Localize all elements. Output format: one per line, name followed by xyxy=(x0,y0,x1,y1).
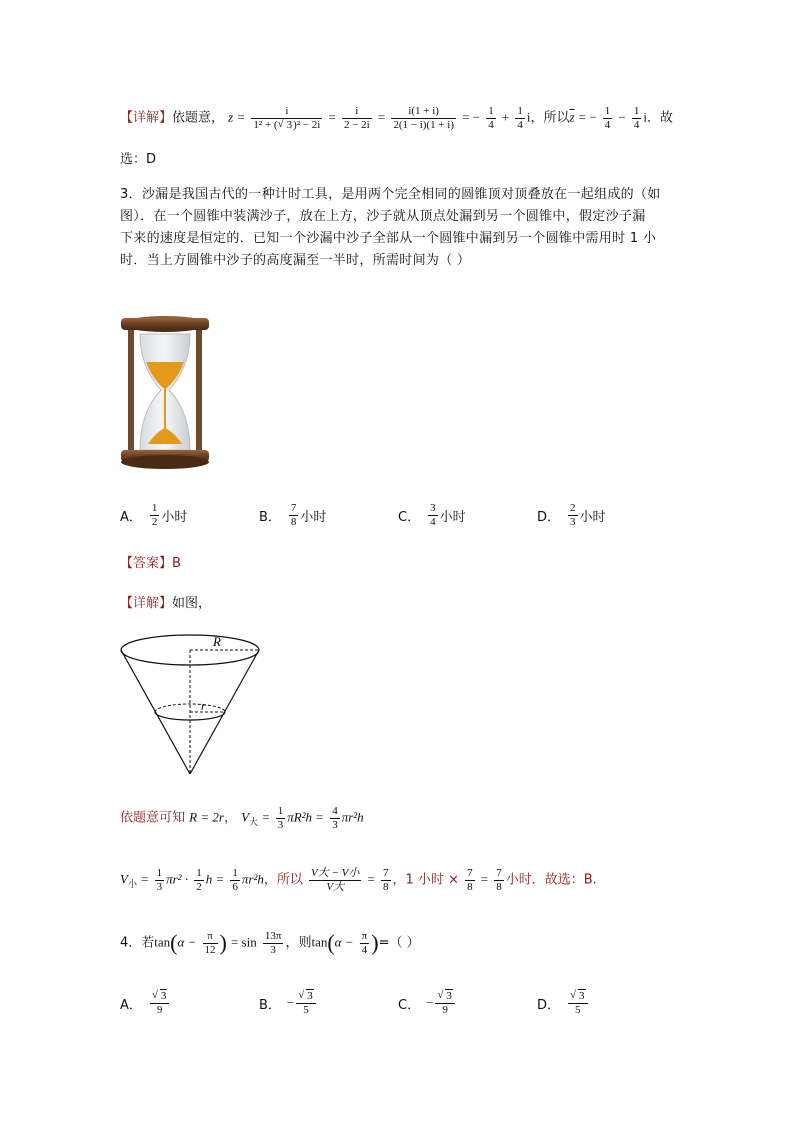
frac-4: $\frac{1}{4}$ xyxy=(488,105,494,131)
q3-option-c[interactable]: C． $\frac{3}{4}$ 小时 xyxy=(398,502,466,528)
q4-option-c[interactable]: C． − √ $\frac{3}{9}$ xyxy=(398,990,457,1016)
q4-option-b[interactable]: B． − √ $\frac{3}{5}$ xyxy=(259,990,318,1016)
detail-text: 依题意， xyxy=(172,110,225,126)
q2-detail-line: 【详解】依题意， z = $\frac{i}{\text{1² + ( √ 3)² − 2i}}$ = $\frac{i}{2 - 2i}$ = $\frac{i(1 + i)}{2(1 - i)(1 + i)}$ = − $\frac{1}{4}$ + $\frac{1}{4}$ i，所以$\overline{z}$ = − $\frac{1}{4}$ − $\frac{1}{4}$ i．故 xyxy=(120,105,673,131)
label-r: r xyxy=(201,699,206,713)
detail-text: 如图， xyxy=(172,596,212,611)
q3-answer xyxy=(120,554,181,574)
frac-2: $\frac{i}{2 - 2i}$ xyxy=(343,105,370,131)
q3-stem-line2: 图）．在一个圆锥中装满沙子，放在上方，沙子就从顶点处漏到另一个圆锥中，假定沙子漏 xyxy=(120,209,646,224)
solution-line-2: $V_小$ = $\frac{1}{3}$ πr² · $\frac{1}{2}$ h = $\frac{1}{6}$ πr²h，所以 $\frac{\text{V大 − V小}}{\text{V大}}$ = $\frac{7}{8}$ ，1 小时 × $\frac{7}{8}$ = $\frac{7}{8}$ 小时．故选：B. xyxy=(120,867,597,893)
q3-detail xyxy=(120,594,211,614)
q3-stem-line4: 时．当上方圆锥中沙子的高度漏至一半时，所需时间为（ ） xyxy=(120,253,471,268)
q2-answer-line: 选：D xyxy=(120,152,157,167)
hourglass-image xyxy=(118,312,212,472)
answer-value: B xyxy=(172,556,181,571)
solution-line-1: 依题意可知 R = 2r， $V_大$ = $\frac{1}{3}$ πR²h = $\frac{4}{3}$ πr²h xyxy=(120,805,364,831)
q3-stem xyxy=(120,184,680,272)
label-R: R xyxy=(213,634,221,649)
cone-diagram xyxy=(115,632,265,778)
frac-1: $\frac{i}{\text{1² + ( √ 3)² − 2i}}$ xyxy=(251,105,322,131)
q3-option-b[interactable]: B． $\frac{7}{8}$ 小时 xyxy=(259,502,327,528)
q3-option-d[interactable]: D． $\frac{2}{3}$ 小时 xyxy=(537,502,606,528)
detail-label: 【详解】 xyxy=(120,110,173,126)
eq-z: z = xyxy=(228,109,246,125)
frac-6: $\frac{1}{4}$ xyxy=(604,105,611,131)
q3-stem-line1: 3．沙漏是我国古代的一种计时工具，是用两个完全相同的圆锥顶对顶叠放在一起组成的（如 xyxy=(120,187,661,202)
frac-7: $\frac{1}{4}$ xyxy=(633,105,640,131)
frac-5: $\frac{1}{4}$ xyxy=(517,105,523,131)
q4-option-a[interactable]: A． √ $\frac{3}{9}$ xyxy=(120,990,171,1016)
q3-stem-line3: 下来的速度是恒定的．已知一个沙漏中沙子全部从一个圆锥中漏到另一个圆锥中需用时 1 小 xyxy=(120,231,657,246)
q4-option-d[interactable]: D． √ $\frac{3}{5}$ xyxy=(537,990,590,1016)
q3-option-a[interactable]: A． $\frac{1}{2}$ 小时 xyxy=(120,502,188,528)
detail-label: 【详解】 xyxy=(120,596,173,611)
answer-label: 【答案】 xyxy=(120,556,173,571)
q4-stem: 4．若tan(α − $\frac{\pi}{12}$ ) = sin $\frac{13\pi}{3}$ ，则tan(α − $\frac{\pi}{4}$ )=（ ） xyxy=(120,930,420,956)
frac-3: $\frac{i(1 + i)}{2(1 - i)(1 + i)}$ xyxy=(393,105,454,131)
